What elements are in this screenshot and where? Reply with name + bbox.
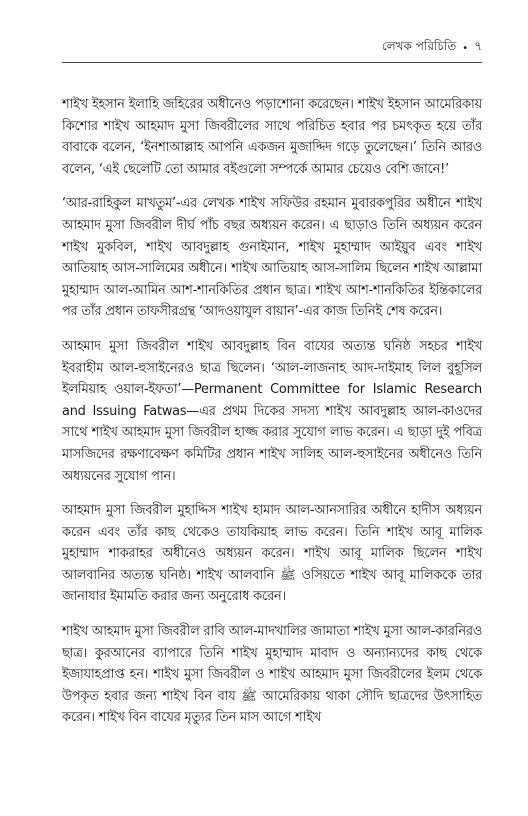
paragraph-4: আহমাদ মুসা জিবরীল মুহাদ্দিস শাইখ হামাদ আল-আনসারির অধীনে হাদীস অধ্যয়ন করেন এবং তাঁর কাছ থেকেও তাযকিয়াহ লাভ করেন। তিনি শাইখ আবূ মালিক মুহাম্মাদ শাকরাহর অধীনেও অধ্যয়ন করেন। শাইখ আবূ মালিক ছিলেন শাইখ আলবানির অত্যন্ত ঘনিষ্ঠ। শাইখ আলবানি ﷺ ওসিয়তে শাইখ আবূ মালিককে তার জানাযার ইমামতি করার জন্য অনুরোধ করেন। [62, 503, 482, 605]
page-number: ৭ [474, 39, 482, 53]
paragraph-5: শাইখ আহমাদ মুসা জিবরীল রাবি আল-মাদখালির জামাতা শাইখ মুসা আল-কারনিরও ছাত্র। কুরআনের ব্যাপারে তিনি শাইখ মুহাম্মাদ মাবাদ ও অন্যান্যদের কাছ থেকে ইজাযাহপ্রাপ্ত হন। শাইখ মুসা জিবরীল ও শাইখ আহমাদ মুসা জিবরীলের ইলম থেকে উপকৃত হবার জন্য শাইখ বিন বায ﷺ আমেরিকায় থাকা সৌদি ছাত্রদের উৎসাহিত করেন। শাইখ বিন বাযের মৃত্যুর তিন মাস আগে শাইখ [62, 624, 482, 726]
header-separator: • [462, 42, 469, 54]
paragraph-3: আহমাদ মুসা জিবরীল শাইখ আবদুল্লাহ বিন বাযের অত্যন্ত ঘনিষ্ঠ সহচর শাইখ ইবরাহীম আল-হুসাইনেরও ছাত্র ছিলেন। ‘আল-লাজনাহ আদ-দাইমাহ লিল বুহূসিল ইলমিয়াহ ওয়াল-ইফতা’—Permanent Committee for Islamic Research and Issuing Fatwas—এর প্রথম দিকের সদস্য শাইখ আবদুল্লাহ আল-কাওদের সাথে শাইখ আহমাদ মুসা জিবরীল হাজ্জ করার সুযোগ লাভ করেন। এ ছাড়া দুই পবিত্র মাসজিদের রক্ষণাবেক্ষণ কমিটির প্রধান শাইখ সালিহ আল-হুসাইনের অধীনেও তিনি অধ্যয়নের সুযোগ পান। [62, 338, 482, 484]
body-text [62, 94, 482, 742]
paragraph-2: ‘আর-রাহিকুল মাখতুম’-এর লেখক শাইখ সফিউর রহমান মুবারকপুরির অধীনে শাইখ আহমাদ মুসা জিবরীল দীর্ঘ পাঁচ বছর অধ্যয়ন করেন। এ ছাড়াও তিনি অধ্যয়ন করেন শাইখ মুকবিল, শাইখ আবদুল্লাহ গুনাইমান, শাইখ মুহাম্মাদ আইয়ুব এবং শাইখ আতিয়াহ আস-সালিমের অধীনে। শাইখ আতিয়াহ আস-সালিম ছিলেন শাইখ আল্লামা মুহাম্মাদ আল-আমিন আশ-শানকিতির প্রধান ছাত্র। শাইখ আশ-শানকিতির ইন্তিকালের পর তাঁর প্রধান তাফসীরগ্রন্থ ‘আদওয়াযুল বায়ান’-এর কাজ তিনিই শেষ করেন। [62, 196, 482, 320]
header-rule [62, 62, 482, 63]
chapter-title: লেখক পরিচিতি [381, 39, 457, 53]
running-header [382, 38, 482, 58]
paragraph-1: শাইখ ইহসান ইলাহি জহিরের অধীনেও পড়াশোনা করেছেন। শাইখ ইহসান আমেরিকায় কিশোর শাইখ আহমাদ মুসা জিবরীলের সাথে পরিচিত হবার পর চমৎকৃত হয়ে তাঁর বাবাকে বলেন, ‘ইনশাআল্লাহ আপনি একজন মুজাদ্দিদ গড়ে তুলেছেন।’ তিনি আরও বলেন, ‘এই ছেলেটি তো আমার বইগুলো সম্পর্কে আমার চেয়েও বেশি জানে!’ [62, 97, 482, 177]
